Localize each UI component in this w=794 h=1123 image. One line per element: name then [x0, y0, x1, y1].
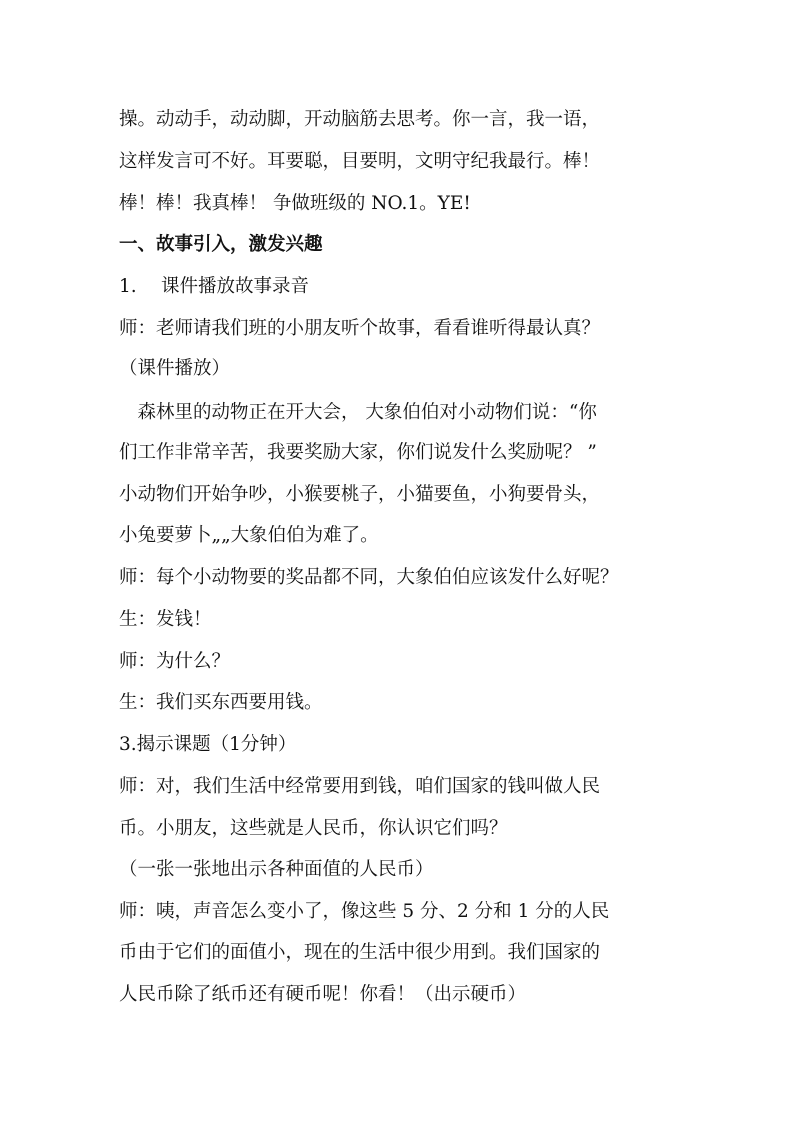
- text-line: 操。动动手，动动脚，开动脑筋去思考。你一言，我一语，: [119, 109, 601, 130]
- text-line: 币。小朋友，这些就是人民币，你认识它们吗？: [119, 818, 508, 839]
- text-line: 小动物们开始争吵，小猴要桃子，小猫要鱼，小狗要骨头，: [119, 484, 601, 505]
- text-line: 3.揭示课题（1分钟）: [119, 734, 297, 755]
- text-line: 们工作非常辛苦，我要奖励大家，你们说发什么奖励呢？ ”: [119, 442, 597, 463]
- text-line: 师：咦，声音怎么变小了，像这些 5 分、2 分和 1 分的人民: [119, 901, 610, 922]
- section-heading: 一、故事引入，激发兴趣: [119, 234, 323, 255]
- text-line: 人民币除了纸币还有硬币呢！你看！（出示硬币）: [119, 984, 527, 1005]
- text-line: 币由于它们的面值小，现在的生活中很少用到。我们国家的: [119, 942, 601, 963]
- text-line: 师：老师请我们班的小朋友听个故事，看看谁听得最认真？: [119, 318, 601, 339]
- text-line: （一张一张地出示各种面值的人民币）: [119, 859, 434, 880]
- text-line: 这样发言可不好。耳要聪，目要明，文明守纪我最行。棒！: [119, 151, 601, 172]
- text-line: 1. 课件播放故事录音: [119, 276, 310, 297]
- text-line: （课件播放）: [119, 358, 231, 379]
- text-line: 棒！棒！我真棒！ 争做班级的 NO.1。YE!: [119, 193, 471, 214]
- text-line: 森林里的动物正在开大会， 大象伯伯对小动物们说：“你: [119, 402, 597, 423]
- text-line: 师：每个小动物要的奖品都不同，大象伯伯应该发什么好呢？: [119, 567, 619, 588]
- text-line: 小兔要萝卜„„大象伯伯为难了。: [119, 525, 379, 546]
- text-line: 生：我们买东西要用钱。: [119, 692, 323, 713]
- text-line: 生：发钱！: [119, 609, 212, 630]
- text-line: 师：对，我们生活中经常要用到钱，咱们国家的钱叫做人民: [119, 776, 601, 797]
- text-line: 师：为什么？: [119, 651, 231, 672]
